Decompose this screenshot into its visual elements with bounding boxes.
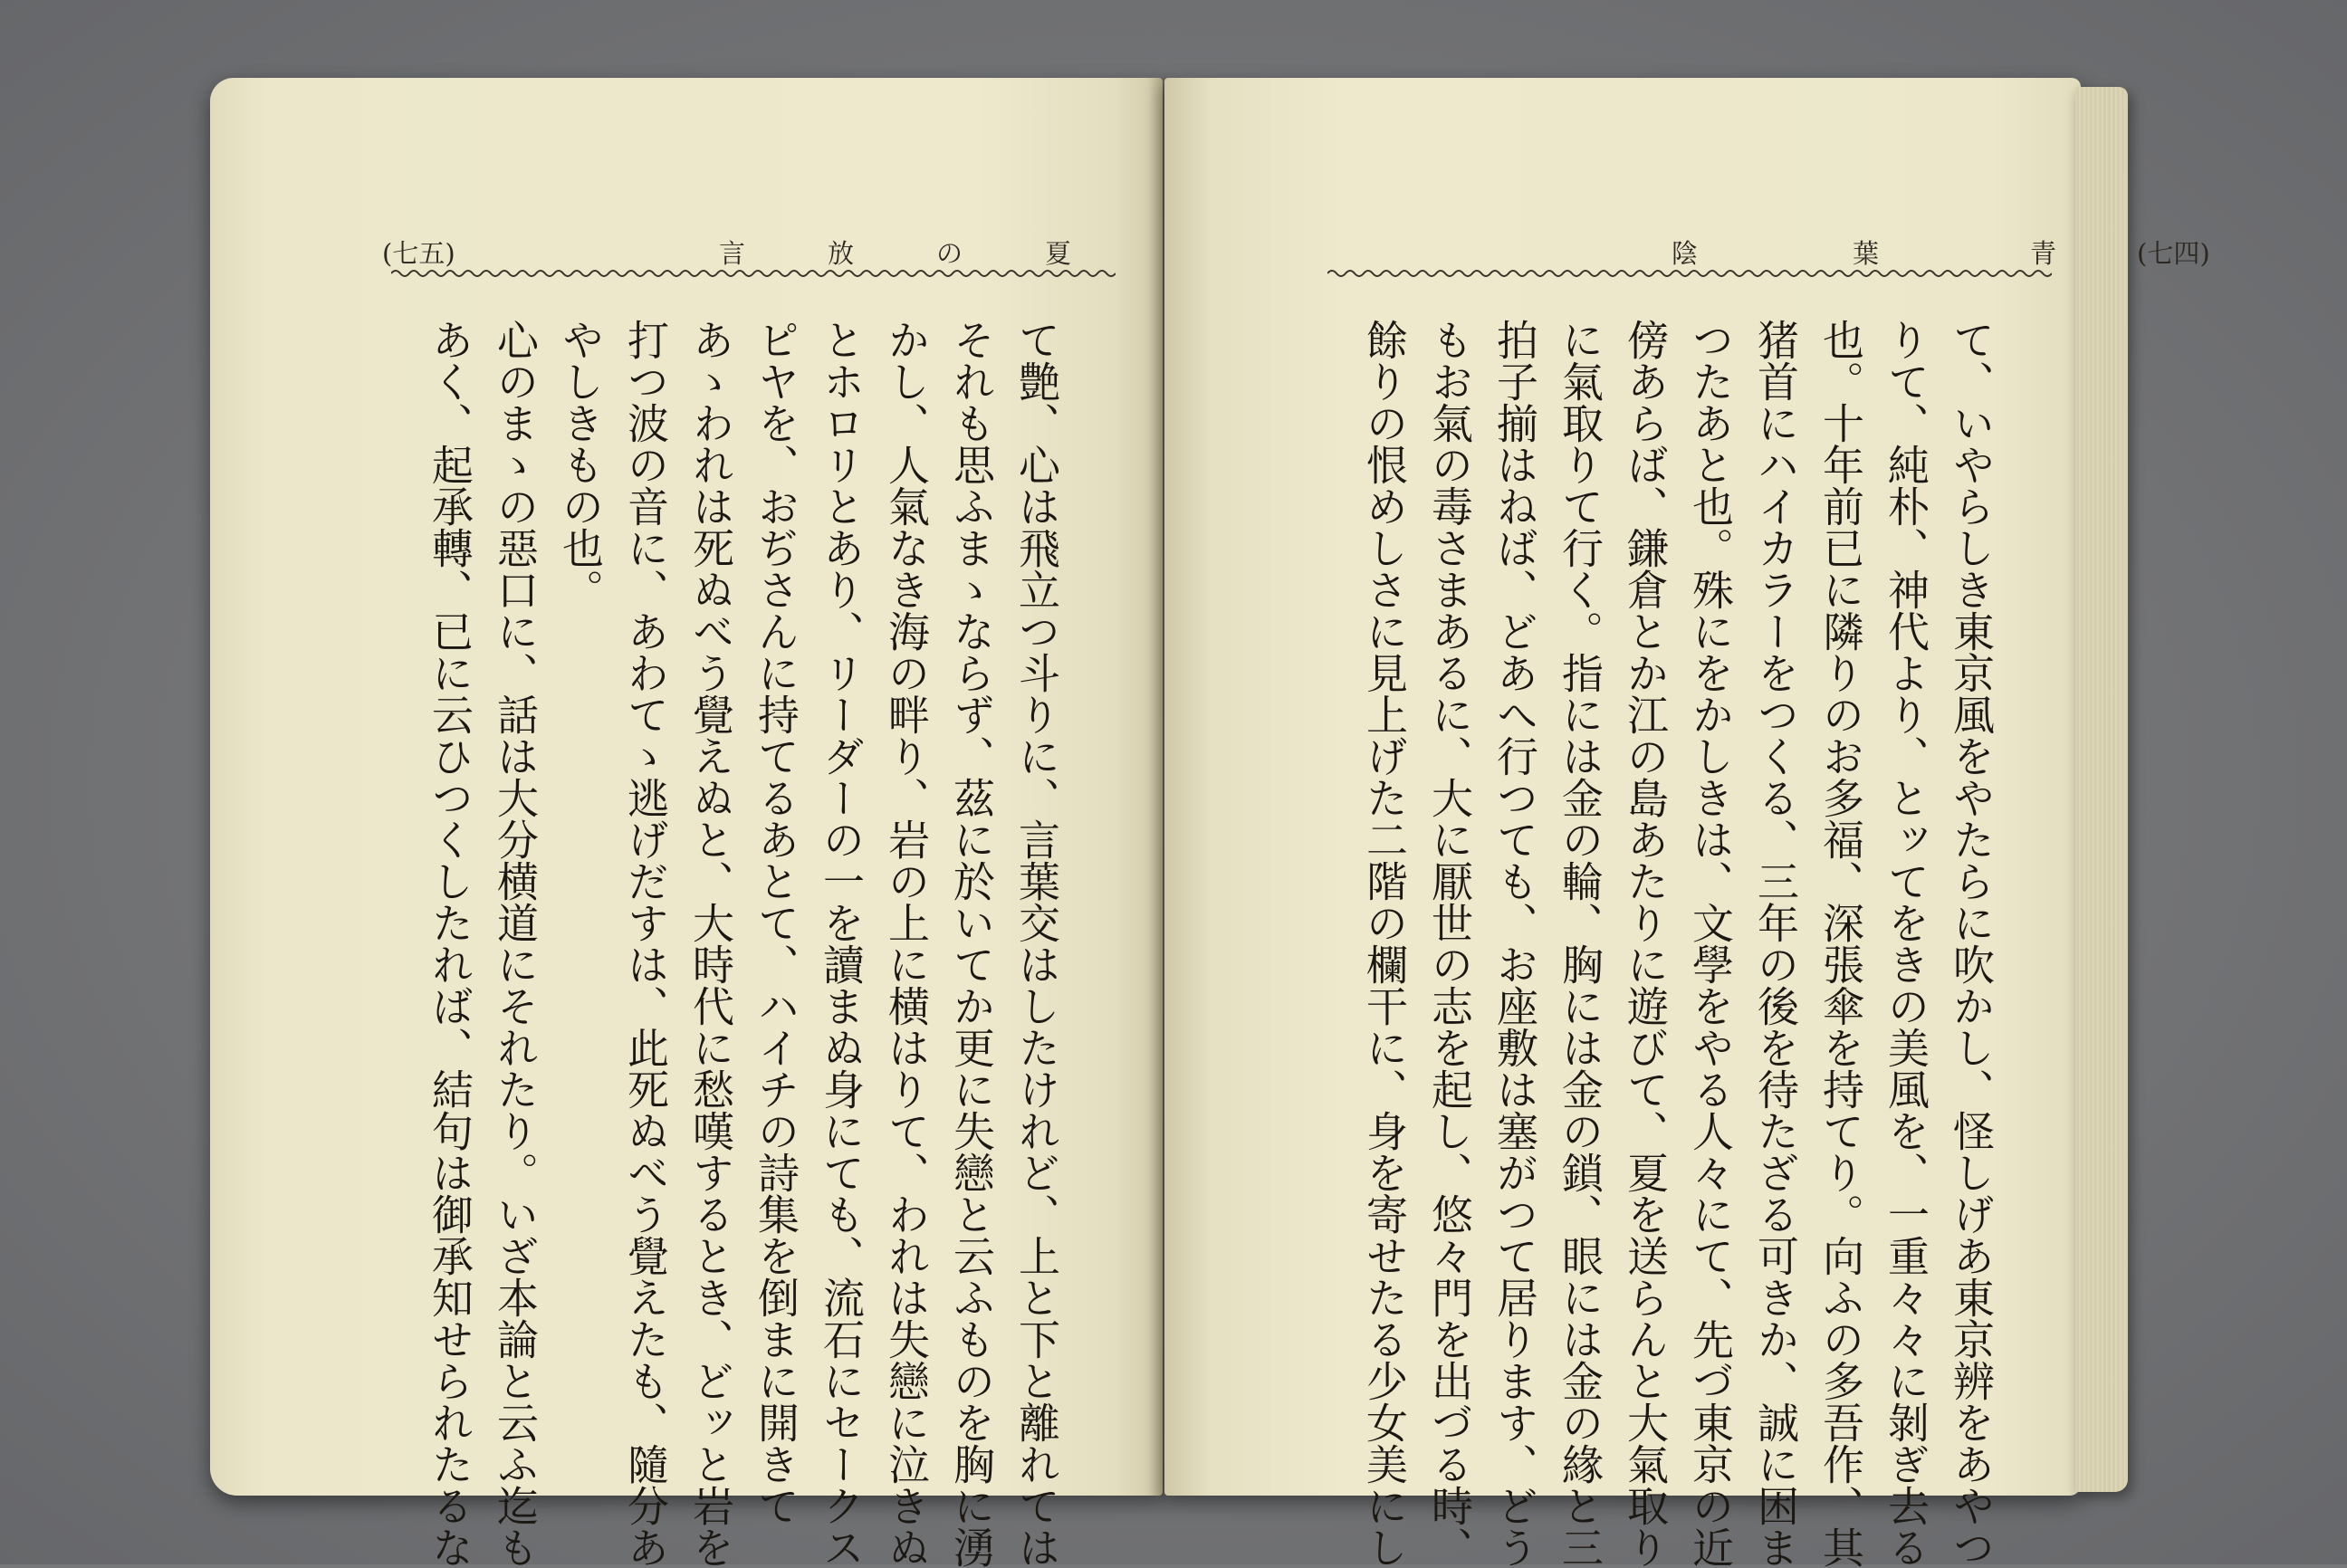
right-column-4: 猪首にハイカラーをつくる、三年の後を待たざる可きか、誠に困ま (1751, 319, 1800, 1568)
right-title-char-3: 陰 (1672, 238, 1699, 269)
right-column-3: 也。十年前已に隣りのお多福、深張傘を持てり。向ふの多吾作、其 (1816, 319, 1865, 1568)
right-column-10: 餘りの恨めしさに見上げた二階の欄干に、身を寄せたる少女美にし (1360, 319, 1409, 1568)
left-column-2: それも思ふまゝならず、茲に於いてか更に失戀と云ふものを胸に湧 (947, 319, 996, 1568)
left-title-char-1: 言 (719, 238, 746, 269)
left-column-3: かし、人氣なき海の畔り、岩の上に横はりて、われは失戀に泣きぬ (882, 319, 931, 1568)
left-column-8: やしきもの也。 (556, 319, 605, 610)
right-page-number: (七四) (2137, 238, 2210, 269)
right-title-char-2: 葉 (1853, 238, 1880, 269)
left-column-5: ピヤを、おぢさんに持てるあとて、ハイチの詩集を倒まに開きて (752, 319, 800, 1526)
left-page-number: (七五) (382, 238, 455, 269)
left-title-char-2: 放 (828, 238, 855, 269)
left-wavy-rule (391, 268, 1116, 279)
left-column-7: 打つ波の音に、あわてゝ逃げだすは、此死ぬべう覺えたも、隨分あ (621, 319, 670, 1568)
right-column-1: て、いやらしき東京風をやたらに吹かし、怪しげあ東京辨をあやつ (1947, 319, 1996, 1568)
left-page (210, 78, 1163, 1568)
right-page (1164, 78, 2210, 1568)
left-title-char-3: の (936, 238, 963, 269)
left-column-6: あゝわれは死ぬべう覺えぬと、大時代に愁嘆するとき、どッと岩を (686, 319, 735, 1568)
right-running-head (1346, 234, 2210, 270)
right-column-7: に氣取りて行く。指には金の輪、胸には金の鎖、眼には金の緣と三 (1556, 319, 1605, 1568)
left-running-head (382, 234, 1134, 270)
open-book (210, 78, 2210, 1568)
right-title-char-1: 青 (2030, 238, 2057, 269)
right-column-5: つたあと也。殊にをかしきは、文學をやる人々にて、先づ東京の近 (1686, 319, 1735, 1568)
right-column-6: 傍あらば、鎌倉とか江の島あたりに遊びて、夏を送らんと大氣取り (1621, 319, 1670, 1568)
right-column-8: 拍子揃はねば、どあへ行つても、お座敷は塞がつて居ります、どう (1490, 319, 1539, 1568)
left-column-4: とホロリとあり、リーダーの一を讀まぬ身にても、流石にセークス (817, 319, 866, 1568)
left-column-9: 心のまゝの惡口に、話は大分横道にそれたり。いざ本論と云ふ迄も (491, 319, 540, 1568)
right-column-9: もお氣の毒さまあるに、大に厭世の志を起し、悠々門を出づる時、 (1425, 319, 1474, 1568)
right-column-2: りて、純朴、神代より、とッてをきの美風を、一重々々に剝ぎ去る (1882, 319, 1930, 1568)
left-title-char-4: 夏 (1045, 238, 1072, 269)
page-edges (2075, 87, 2128, 1492)
left-column-10: あく、起承轉、已に云ひつくしたれば、結句は御承知せられたるな (426, 319, 474, 1568)
left-column-1: て艶、心は飛立つ斗りに、言葉交はしたけれど、上と下と離れては (1012, 319, 1061, 1568)
right-wavy-rule (1327, 268, 2052, 279)
